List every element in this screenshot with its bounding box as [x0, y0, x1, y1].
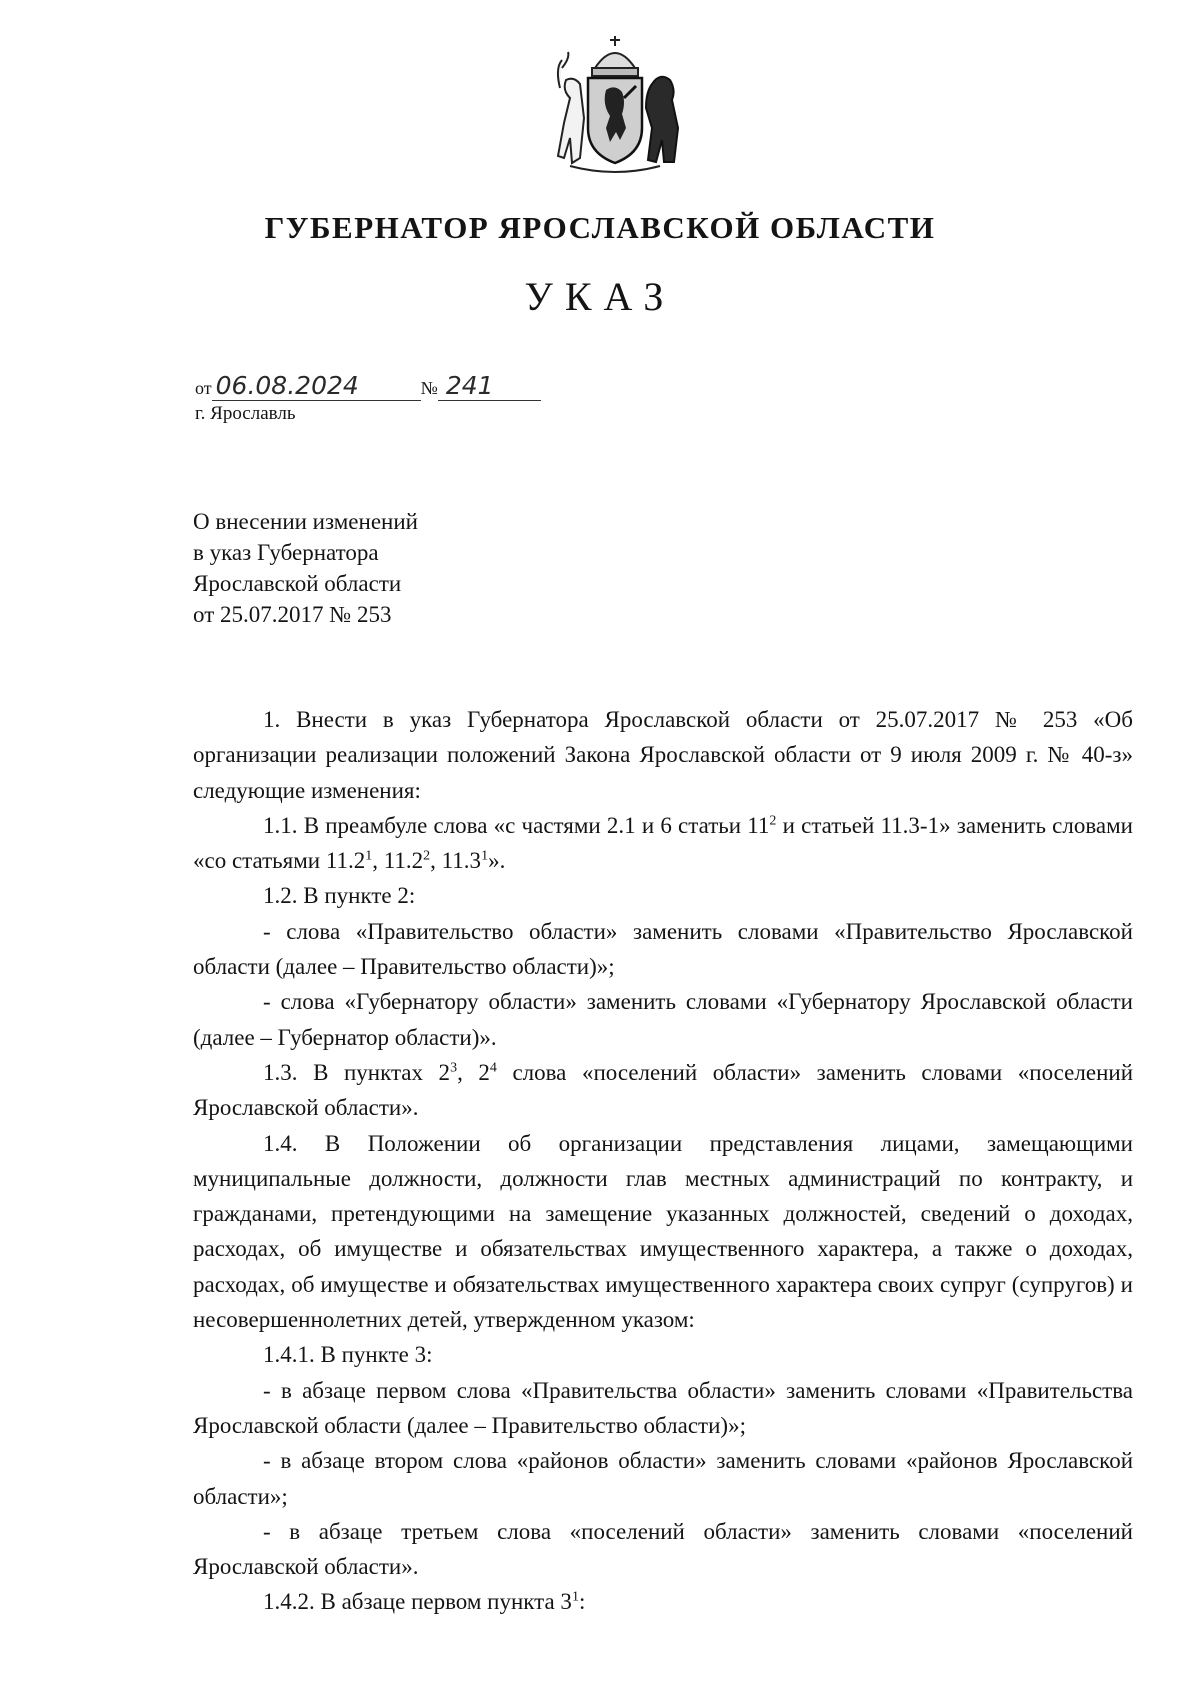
organization-title: ГУБЕРНАТОР ЯРОСЛАВСКОЙ ОБЛАСТИ: [264, 210, 936, 245]
paragraph-1-4-1-item: - в абзаце первом слова «Правительства области» заменить словами «Правительства Ярославской области (далее – Правительство области)»;: [193, 1377, 1133, 1438]
subject-line: в указ Губернатора: [193, 540, 379, 565]
document-meta: [195, 372, 541, 432]
document-type: УКАЗ: [524, 274, 676, 319]
paragraph-1-4-2: 1.4.2. В абзаце первом пункта $3^1$:: [263, 1589, 586, 1615]
paragraph-1-4-1: 1.4.1. В пункте 3:: [263, 1342, 433, 1368]
document-body: [193, 702, 1133, 1620]
paragraph-1-3: 1.3. В пунктах $2^3$, $2^4$ слова «поселений области» заменить словами «поселений Ярославской области».: [193, 1059, 1133, 1121]
paragraph-1-4-1-item: - в абзаце втором слова «районов области» заменить словами «районов Ярославской области»;: [193, 1448, 1133, 1509]
paragraph-1-2: 1.2. В пункте 2:: [263, 883, 416, 909]
date-number-row: [195, 372, 541, 402]
document-date: 06.08.2024: [212, 372, 421, 401]
paragraph-1-1: 1.1. В преамбуле слова «с частями 2.1 и 6 статьи $11^2$ и статьей 11.3-1» заменить словами «со статьями 11.2$^1$, 11.2$^2$, 11.3$^1$».: [193, 812, 1133, 874]
coat-of-arms-emblem: [540, 28, 690, 178]
subject-line: Ярославской области: [193, 571, 402, 596]
paragraph-1: 1. Внести в указ Губернатора Ярославской области от 25.07.2017 № 253 «Об организации реализации положений Закона Ярославской области от 9 июля 2009 г. № 40-з» следующие изменения:: [193, 707, 1133, 803]
document-subject: [193, 506, 593, 630]
paragraph-1-4-1-item: - в абзаце третьем слова «поселений области» заменить словами «поселений Ярославской области».: [193, 1518, 1133, 1580]
subject-line: от 25.07.2017 № 253: [193, 602, 392, 627]
date-prefix: от: [195, 378, 212, 398]
paragraph-1-2-item: - слова «Правительство области» заменить словами «Правительство Ярославской области (далее – Правительство области)»;: [193, 918, 1133, 980]
issue-city: г. Ярославль: [195, 403, 296, 424]
subject-line: О внесении изменений: [193, 509, 418, 534]
document-number: 241: [438, 372, 541, 401]
number-prefix: №: [420, 378, 438, 398]
paragraph-1-4: 1.4. В Положении об организации представления лицами, замещающими муниципальные должности, должности глав местных администраций по контракту, и гражданами, претендующими на замещение указанных должностей, сведений о доходах, расходах, об имуществе и обязательствах имущественного характера, а также о доходах, расходах, об имуществе и обязательствах имущественного характера своих супруг (супругов) и несовершеннолетних детей, утвержденном указом:: [193, 1130, 1133, 1333]
paragraph-1-2-item: - слова «Губернатору области» заменить словами «Губернатору Ярославской области (далее – Губернатор области)».: [193, 989, 1133, 1050]
